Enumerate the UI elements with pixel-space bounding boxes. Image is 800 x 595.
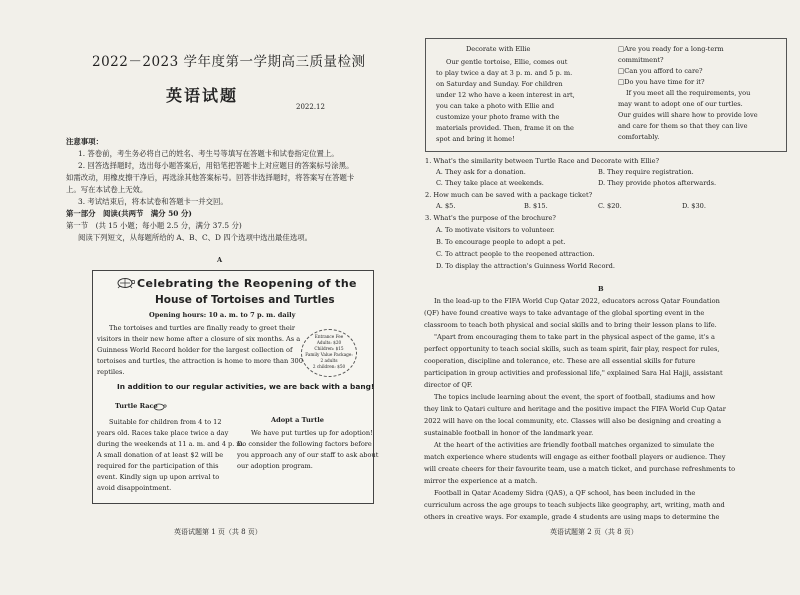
- checklist-line: □Can you afford to care?: [618, 67, 703, 75]
- ellie-line: under 12 who have a keen interest in art,: [436, 91, 575, 99]
- badge-line: Adults: $20: [316, 340, 342, 345]
- ellie-line: you can take a photo with Ellie and: [436, 102, 555, 110]
- brochure-heading: Celebrating the Reopening of the: [137, 277, 357, 290]
- entrance-fee-badge: [301, 329, 357, 377]
- checklist-line: may want to adopt one of our turtles.: [618, 100, 743, 108]
- passage-line: At the heart of the activities are friendly football matches organized to simulate the: [434, 441, 715, 449]
- notice-heading: 注意事项：: [66, 137, 103, 146]
- passage-line: (QF) have found creative ways to take advantage of the global sporting event in the: [424, 309, 705, 317]
- passage-line: director of QF.: [424, 381, 473, 389]
- subject-title: 英语试题: [166, 86, 239, 105]
- notice-line: 上。写在本试卷上无效。: [66, 185, 148, 194]
- checklist-line: commitment?: [618, 56, 664, 64]
- passage-label: B: [598, 285, 604, 293]
- option: A. They ask for a donation.: [436, 168, 526, 176]
- brochure-subheading: House of Tortoises and Turtles: [155, 294, 335, 306]
- race-line: avoid disappointment.: [97, 484, 172, 492]
- race-line: Suitable for children from 4 to 12: [109, 418, 222, 426]
- option: D. They provide photos afterwards.: [598, 179, 717, 187]
- option: C. To attract people to the reopened attraction.: [436, 250, 595, 258]
- ellie-line: customize your photo frame with the: [436, 113, 560, 121]
- section-heading: 第一节 (共 15 小题；每小题 2.5 分，满分 37.5 分): [66, 221, 242, 230]
- checklist-line: If you meet all the requirements, you: [626, 89, 751, 97]
- passage-label: A: [217, 256, 223, 264]
- passage-line: 2022 will have on the local community, etc. Classes will also be designing and creating a: [424, 417, 722, 425]
- exam-date: 2022.12: [296, 103, 325, 111]
- race-line: A small donation of at least $2 will be: [97, 451, 224, 459]
- exam-title: 2022－2023 学年度第一学期高三质量检测: [92, 54, 366, 70]
- passage-line: In the lead-up to the FIFA World Cup Qatar 2022, educators across Qatar Foundation: [434, 297, 720, 305]
- passage-line: match experience where students will engage as either football players or audience. They: [424, 453, 726, 461]
- badge-line: Entrance Fee: [314, 334, 344, 339]
- checklist-line: Our guides will share how to provide love: [618, 111, 758, 119]
- passage-line: others in creative ways. For example, grade 4 students are using maps to determine the: [424, 513, 720, 521]
- notice-line: 1. 答卷前，考生务必将自己的姓名、考生号等填写在答题卡和试卷指定位置上。: [78, 149, 339, 158]
- checklist-line: comfortably.: [618, 133, 660, 141]
- race-line: required for the participation of this: [97, 462, 219, 470]
- race-line: event. Kindly sign up upon arrival to: [97, 473, 220, 481]
- notice-line: 3. 考试结束后，将本试卷和答题卡一并交回。: [78, 197, 228, 206]
- race-line: during the weekends at 11 a. m. and 4 p. m.: [97, 440, 245, 448]
- intro-line: The tortoises and turtles are finally ready to greet their: [109, 324, 296, 332]
- passage-line: The topics include learning about the event, the sport of football, stadiums and how: [434, 393, 716, 401]
- turtle-race-title: Turtle Race: [115, 402, 158, 410]
- intro-line: visitors in their new home after a closure of six months. As a: [97, 335, 301, 343]
- option: B. $15.: [524, 202, 548, 210]
- question-2: 2. How much can be saved with a package ticket?: [425, 191, 593, 199]
- passage-line: participation in group activities and professional life," explained Sara Hal Hajji, assistant: [424, 369, 723, 377]
- notice-line: 2. 回答选择题时，选出每小题答案后，用铅笔把答题卡上对应题目的答案标号涂黑。: [78, 161, 354, 170]
- checklist-line: and care for them so that they can live: [618, 122, 748, 130]
- passage-line: perfect opportunity to teach social skills, such as team spirit, fair play, respect for rules,: [424, 345, 720, 353]
- badge-line: Family Value Package:: [305, 352, 353, 357]
- page-footer: 英语试题第 2 页（共 8 页）: [550, 528, 638, 536]
- notice-line: 如需改动，用橡皮擦干净后，再选涂其他答案标号。回答非选择题时，将答案写在答题卡: [66, 173, 355, 182]
- part-heading: 第一部分 阅读(共两节 满分 50 分): [66, 209, 192, 218]
- passage-line: they link to Qatari culture and heritage and the positive impact the FIFA World Cup Qatar: [424, 405, 726, 413]
- adopt-line: our adoption program.: [237, 462, 313, 470]
- passage-line: cooperation, discipline and tolerance, etc. These are all essential skills for future: [424, 357, 696, 365]
- checklist-line: □Are you ready for a long-term: [618, 45, 724, 53]
- question-3: 3. What's the purpose of the brochure?: [425, 214, 556, 222]
- turtle-icon: [115, 276, 135, 289]
- brochure-box: [92, 270, 379, 504]
- adopt-line: Do consider the following factors before: [237, 440, 372, 448]
- race-line: years old. Races take place twice a day: [97, 429, 229, 437]
- turtle-race-icon: [153, 402, 167, 411]
- option: A. To motivate visitors to volunteer.: [436, 226, 555, 234]
- option: D. $30.: [682, 202, 706, 210]
- adopt-title: Adopt a Turtle: [271, 416, 324, 424]
- option: D. To display the attraction's Guinness World Record.: [436, 262, 615, 270]
- adopt-line: We have put turtles up for adoption!: [251, 429, 373, 437]
- ellie-line: to play twice a day at 3 p. m. and 5 p. m.: [436, 69, 573, 77]
- option: C. They take place at weekends.: [436, 179, 544, 187]
- ellie-line: Our gentle tortoise, Ellie, comes out: [446, 58, 568, 66]
- ellie-line: spot and bring it home!: [436, 135, 515, 143]
- checklist-line: □Do you have time for it?: [618, 78, 705, 86]
- passage-line: sustainable football in honor of the landmark year.: [424, 429, 594, 437]
- opening-hours: Opening hours: 10 a. m. to 7 p. m. daily: [149, 311, 296, 319]
- passage-line: classroom to teach both physical and social skills and to bring their lesson plans to life.: [424, 321, 717, 329]
- adopt-line: you approach any of our staff to ask about: [237, 451, 379, 459]
- option: B. To encourage people to adopt a pet.: [436, 238, 566, 246]
- ellie-line: materials provided. Then, frame it on the: [436, 124, 574, 132]
- right-page: [400, 0, 800, 595]
- ellie-line: on Saturday and Sunday. For children: [436, 80, 563, 88]
- option: B. They require registration.: [598, 168, 694, 176]
- passage-line: will create cheers for their favourite team, use a match ticket, and purchase refreshments to: [424, 465, 736, 473]
- question-1: 1. What's the similarity between Turtle Race and Decorate with Ellie?: [425, 157, 660, 165]
- passage-line: curriculum across the age groups to teach subjects like geography, art, writing, math and: [424, 501, 725, 509]
- page-footer: 英语试题第 1 页（共 8 页）: [174, 528, 262, 536]
- badge-line: Children: $15: [314, 346, 344, 351]
- tagline: In addition to our regular activities, we are back with a bang!: [117, 382, 375, 391]
- ellie-title: Decorate with Ellie: [466, 45, 531, 53]
- option: C. $20.: [598, 202, 622, 210]
- badge-line: 2 children: $50: [312, 364, 346, 369]
- intro-line: reptiles.: [97, 368, 125, 376]
- intro-line: tortoises and turtles, the attraction is home to more than 300: [97, 357, 303, 365]
- badge-line: 2 adults: [320, 358, 338, 363]
- passage-line: Football in Qatar Academy Sidra (QAS), a QF school, has been included in the: [434, 489, 696, 497]
- option: A. $5.: [436, 202, 456, 210]
- passage-line: "Apart from encouraging them to take part in the physical aspect of the game, it's a: [434, 333, 715, 341]
- intro-line: Guinness World Record holder for the largest collection of: [97, 346, 293, 354]
- passage-line: mirror the experience at a match.: [424, 477, 538, 485]
- instruction: 阅读下列短文，从每题所给的 A、B、C、D 四个选项中选出最佳选项。: [78, 233, 312, 242]
